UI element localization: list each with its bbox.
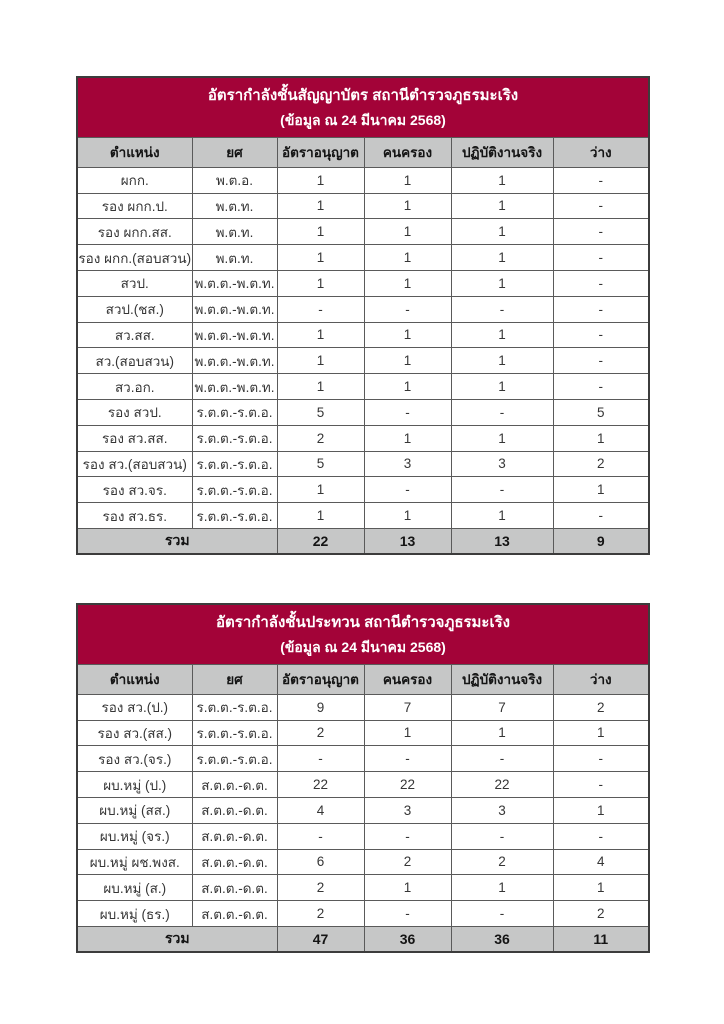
rank-cell: ร.ต.ต.-ร.ต.อ.	[192, 399, 277, 425]
value-cell: 1	[364, 245, 451, 271]
position-cell: รอง ผกก.ป.	[77, 193, 192, 219]
rank-cell: พ.ต.อ.	[192, 167, 277, 193]
position-cell: ผบ.หมู่ (ป.)	[77, 772, 192, 798]
value-cell: 1	[451, 193, 553, 219]
value-cell: -	[553, 772, 649, 798]
value-cell: -	[451, 901, 553, 927]
table-row	[77, 296, 649, 322]
value-cell: -	[553, 823, 649, 849]
value-cell: 1	[277, 348, 364, 374]
position-cell: ผกก.	[77, 167, 192, 193]
rank-cell: พ.ต.ต.-พ.ต.ท.	[192, 322, 277, 348]
value-cell: 1	[277, 503, 364, 529]
rank-cell: ร.ต.ต.-ร.ต.อ.	[192, 451, 277, 477]
table-row	[77, 901, 649, 927]
value-cell: 1	[364, 270, 451, 296]
value-cell: 1	[277, 193, 364, 219]
value-cell: 1	[364, 875, 451, 901]
position-cell: ผบ.หมู่ (ธร.)	[77, 901, 192, 927]
position-cell: รอง สว.ธร.	[77, 503, 192, 529]
value-cell: 1	[451, 348, 553, 374]
rank-cell: พ.ต.ท.	[192, 245, 277, 271]
rank-cell: ร.ต.ต.-ร.ต.อ.	[192, 720, 277, 746]
table-body	[77, 167, 649, 528]
value-cell: 3	[451, 797, 553, 823]
value-cell: 5	[553, 399, 649, 425]
column-header: ว่าง	[553, 664, 649, 694]
value-cell: 1	[451, 219, 553, 245]
title-band-row	[77, 77, 649, 137]
position-cell: สวป.	[77, 270, 192, 296]
value-cell: 5	[277, 451, 364, 477]
rank-cell: พ.ต.ต.-พ.ต.ท.	[192, 296, 277, 322]
position-cell: รอง สวป.	[77, 399, 192, 425]
value-cell: 2	[277, 425, 364, 451]
value-cell: 1	[364, 322, 451, 348]
value-cell: 9	[277, 694, 364, 720]
value-cell: 2	[277, 875, 364, 901]
value-cell: 1	[451, 245, 553, 271]
value-cell: 7	[451, 694, 553, 720]
value-cell: 4	[277, 797, 364, 823]
value-cell: 1	[451, 875, 553, 901]
value-cell: 5	[277, 399, 364, 425]
total-value: 47	[277, 926, 364, 952]
total-label: รวม	[77, 528, 277, 554]
value-cell: 1	[364, 219, 451, 245]
table-row	[77, 477, 649, 503]
value-cell: 1	[277, 322, 364, 348]
value-cell: 1	[451, 374, 553, 400]
total-value: 36	[451, 926, 553, 952]
table-row	[77, 322, 649, 348]
position-cell: สว.(สอบสวน)	[77, 348, 192, 374]
table-row	[77, 193, 649, 219]
value-cell: 1	[451, 720, 553, 746]
value-cell: 1	[364, 348, 451, 374]
value-cell: 1	[553, 797, 649, 823]
value-cell: 1	[451, 425, 553, 451]
column-header: คนครอง	[364, 137, 451, 167]
column-header: อัตราอนุญาต	[277, 664, 364, 694]
value-cell: -	[553, 322, 649, 348]
value-cell: -	[277, 296, 364, 322]
value-cell: 1	[277, 245, 364, 271]
column-header: คนครอง	[364, 664, 451, 694]
value-cell: 4	[553, 849, 649, 875]
value-cell: 1	[364, 374, 451, 400]
value-cell: -	[364, 746, 451, 772]
value-cell: 22	[364, 772, 451, 798]
rank-cell: ร.ต.ต.-ร.ต.อ.	[192, 694, 277, 720]
value-cell: 1	[451, 503, 553, 529]
value-cell: 1	[277, 219, 364, 245]
value-cell: -	[364, 901, 451, 927]
table-row	[77, 270, 649, 296]
rank-cell: ส.ต.ต.-ด.ต.	[192, 901, 277, 927]
value-cell: 1	[364, 193, 451, 219]
position-cell: สว.สส.	[77, 322, 192, 348]
total-value: 13	[451, 528, 553, 554]
table-row	[77, 245, 649, 271]
value-cell: -	[277, 823, 364, 849]
value-cell: -	[364, 399, 451, 425]
table-row	[77, 374, 649, 400]
position-cell: รอง สว.(จร.)	[77, 746, 192, 772]
value-cell: 1	[364, 720, 451, 746]
table-row	[77, 694, 649, 720]
rank-cell: พ.ต.ต.-พ.ต.ท.	[192, 374, 277, 400]
value-cell: 1	[277, 270, 364, 296]
value-cell: 1	[553, 425, 649, 451]
table-row	[77, 875, 649, 901]
value-cell: -	[451, 746, 553, 772]
rank-cell: พ.ต.ต.-พ.ต.ท.	[192, 270, 277, 296]
value-cell: 1	[553, 720, 649, 746]
column-header: ว่าง	[553, 137, 649, 167]
position-cell: สวป.(ชส.)	[77, 296, 192, 322]
total-row	[77, 926, 649, 952]
table-row	[77, 219, 649, 245]
table-title: อัตรากำลังชั้นประทวน สถานีตำรวจภูธรมะเริง	[216, 614, 510, 631]
rank-cell: ส.ต.ต.-ด.ต.	[192, 849, 277, 875]
value-cell: 2	[553, 694, 649, 720]
rank-cell: ส.ต.ต.-ด.ต.	[192, 772, 277, 798]
value-cell: -	[553, 219, 649, 245]
value-cell: -	[277, 746, 364, 772]
position-cell: รอง สว.(สส.)	[77, 720, 192, 746]
table-row	[77, 720, 649, 746]
value-cell: -	[451, 399, 553, 425]
table-row	[77, 348, 649, 374]
position-cell: รอง สว.สส.	[77, 425, 192, 451]
value-cell: -	[553, 746, 649, 772]
value-cell: 1	[364, 503, 451, 529]
value-cell: 3	[364, 797, 451, 823]
total-value: 36	[364, 926, 451, 952]
position-cell: รอง ผกก.สส.	[77, 219, 192, 245]
column-header-row	[77, 664, 649, 694]
position-cell: ผบ.หมู่ (จร.)	[77, 823, 192, 849]
table-subtitle: (ข้อมูล ณ 24 มีนาคม 2568)	[280, 638, 446, 655]
rank-cell: ส.ต.ต.-ด.ต.	[192, 823, 277, 849]
position-cell: ผบ.หมู่ (สส.)	[77, 797, 192, 823]
value-cell: 6	[277, 849, 364, 875]
table-row	[77, 823, 649, 849]
table-row	[77, 399, 649, 425]
value-cell: 1	[451, 167, 553, 193]
value-cell: -	[364, 477, 451, 503]
value-cell: 1	[277, 374, 364, 400]
rank-cell: พ.ต.ต.-พ.ต.ท.	[192, 348, 277, 374]
value-cell: 1	[451, 322, 553, 348]
value-cell: -	[553, 167, 649, 193]
total-value: 13	[364, 528, 451, 554]
total-value: 9	[553, 528, 649, 554]
column-header: ยศ	[192, 664, 277, 694]
position-cell: รอง สว.(ป.)	[77, 694, 192, 720]
title-band	[77, 604, 649, 664]
value-cell: 22	[277, 772, 364, 798]
value-cell: 2	[277, 901, 364, 927]
value-cell: -	[451, 477, 553, 503]
value-cell: 2	[277, 720, 364, 746]
rank-cell: ส.ต.ต.-ด.ต.	[192, 875, 277, 901]
position-cell: รอง สว.จร.	[77, 477, 192, 503]
value-cell: 1	[451, 270, 553, 296]
value-cell: 2	[364, 849, 451, 875]
value-cell: -	[553, 245, 649, 271]
value-cell: 3	[364, 451, 451, 477]
table-row	[77, 503, 649, 529]
table-subtitle: (ข้อมูล ณ 24 มีนาคม 2568)	[280, 111, 446, 128]
value-cell: 1	[553, 477, 649, 503]
position-cell: ผบ.หมู่ ผช.พงส.	[77, 849, 192, 875]
value-cell: 3	[451, 451, 553, 477]
table-body	[77, 694, 649, 926]
total-label: รวม	[77, 926, 277, 952]
column-header: ตำแหน่ง	[77, 664, 192, 694]
value-cell: 2	[553, 901, 649, 927]
position-cell: รอง สว.(สอบสวน)	[77, 451, 192, 477]
value-cell: -	[364, 823, 451, 849]
table-row	[77, 746, 649, 772]
rank-cell: พ.ต.ท.	[192, 219, 277, 245]
table-row	[77, 797, 649, 823]
position-cell: ผบ.หมู่ (ส.)	[77, 875, 192, 901]
table-row	[77, 167, 649, 193]
value-cell: -	[451, 823, 553, 849]
value-cell: -	[553, 270, 649, 296]
total-row	[77, 528, 649, 554]
rank-cell: ส.ต.ต.-ด.ต.	[192, 797, 277, 823]
value-cell: -	[553, 374, 649, 400]
table-row	[77, 425, 649, 451]
title-band	[77, 77, 649, 137]
value-cell: 1	[277, 477, 364, 503]
table-title: อัตรากำลังชั้นสัญญาบัตร สถานีตำรวจภูธรมะเริง	[207, 87, 519, 104]
total-value: 11	[553, 926, 649, 952]
value-cell: -	[553, 348, 649, 374]
value-cell: -	[451, 296, 553, 322]
total-value: 22	[277, 528, 364, 554]
column-header: ตำแหน่ง	[77, 137, 192, 167]
commissioned-officers-table	[76, 76, 650, 555]
title-band-row	[77, 604, 649, 664]
value-cell: 2	[451, 849, 553, 875]
value-cell: 1	[364, 425, 451, 451]
value-cell: -	[553, 503, 649, 529]
column-header: ปฏิบัติงานจริง	[451, 137, 553, 167]
value-cell: 7	[364, 694, 451, 720]
value-cell: -	[553, 296, 649, 322]
value-cell: 2	[553, 451, 649, 477]
rank-cell: ร.ต.ต.-ร.ต.อ.	[192, 746, 277, 772]
position-cell: สว.อก.	[77, 374, 192, 400]
value-cell: 1	[364, 167, 451, 193]
table-row	[77, 849, 649, 875]
table-row	[77, 772, 649, 798]
column-header: ยศ	[192, 137, 277, 167]
rank-cell: ร.ต.ต.-ร.ต.อ.	[192, 503, 277, 529]
value-cell: -	[553, 193, 649, 219]
position-cell: รอง ผกก.(สอบสวน)	[77, 245, 192, 271]
nco-table	[76, 603, 650, 953]
value-cell: -	[364, 296, 451, 322]
value-cell: 1	[553, 875, 649, 901]
value-cell: 1	[277, 167, 364, 193]
column-header-row	[77, 137, 649, 167]
value-cell: 22	[451, 772, 553, 798]
rank-cell: ร.ต.ต.-ร.ต.อ.	[192, 477, 277, 503]
rank-cell: ร.ต.ต.-ร.ต.อ.	[192, 425, 277, 451]
table-row	[77, 451, 649, 477]
column-header: อัตราอนุญาต	[277, 137, 364, 167]
rank-cell: พ.ต.ท.	[192, 193, 277, 219]
column-header: ปฏิบัติงานจริง	[451, 664, 553, 694]
